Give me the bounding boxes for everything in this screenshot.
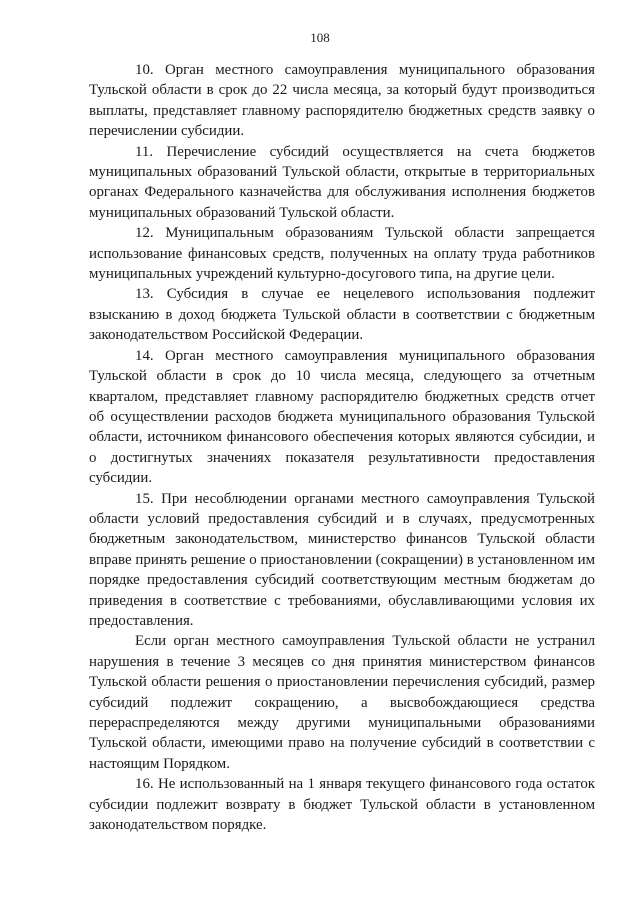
paragraph-14: 14. Орган местного самоуправления муниципального образования Тульской области в срок до 10 числа месяца, следующего за отчетным кварталом, представляет главному распорядителю бюджетных средств отчет об осуществлении расходов бюджета муниципального образования Тульской области, источником финансового обеспечения которых являются субсидии, и о достигнутых значениях показателя результативности предоставления субсидии. — [89, 347, 595, 487]
paragraph-11: 11. Перечисление субсидий осуществляется на счета бюджетов муниципальных образований Тульской области, открытые в территориальных органах Федерального казначейства для обслуживания исполнения бюджетов муниципальных образований Тульской области. — [89, 143, 595, 221]
paragraph-12: 12. Муниципальным образованиям Тульской области запрещается использование финансовых средств, полученных на оплату труда работников муниципальных учреждений культурно-досугового типа, на другие цели. — [89, 225, 595, 283]
paragraph-16: 16. Не использованный на 1 января текущего финансового года остаток субсидии подлежит возврату в бюджет Тульской области в установленном законодательством порядке. — [89, 776, 595, 834]
page-number: 108 — [310, 30, 330, 45]
paragraph-13: 13. Субсидия в случае ее нецелевого использования подлежит взысканию в доход бюджета Тульской области в соответствии с бюджетным законодательством Российской Федерации. — [89, 286, 595, 344]
document-body — [89, 60, 595, 835]
paragraph-15: 15. При несоблюдении органами местного самоуправления Тульской области условий предоставления субсидий и в случаях, предусмотренных бюджетным законодательством, министерство финансов Тульской области вправе принять решение о приостановлении (сокращении) в установленном им порядке предоставления субсидий соответствующим местным бюджетам до приведения в соответствие с требованиями, обуславливающими условия их предоставления. — [89, 490, 595, 629]
paragraph-10: 10. Орган местного самоуправления муниципального образования Тульской области в срок до 22 числа месяца, за который будут производиться выплаты, представляет главному распорядителю бюджетных средств заявку о перечислении субсидии. — [89, 62, 595, 140]
paragraph-15-continuation: Если орган местного самоуправления Тульской области не устранил нарушения в течение 3 месяцев со дня принятия министерством финансов Тульской области решения о приостановлении перечисления субсидий, размер субсидий подлежит сокращению, а высвобождающиеся средства перераспределяются между другими муниципальными образованиями Тульской области, имеющими право на получение субсидий в соответствии с настоящим Порядком. — [89, 633, 595, 772]
